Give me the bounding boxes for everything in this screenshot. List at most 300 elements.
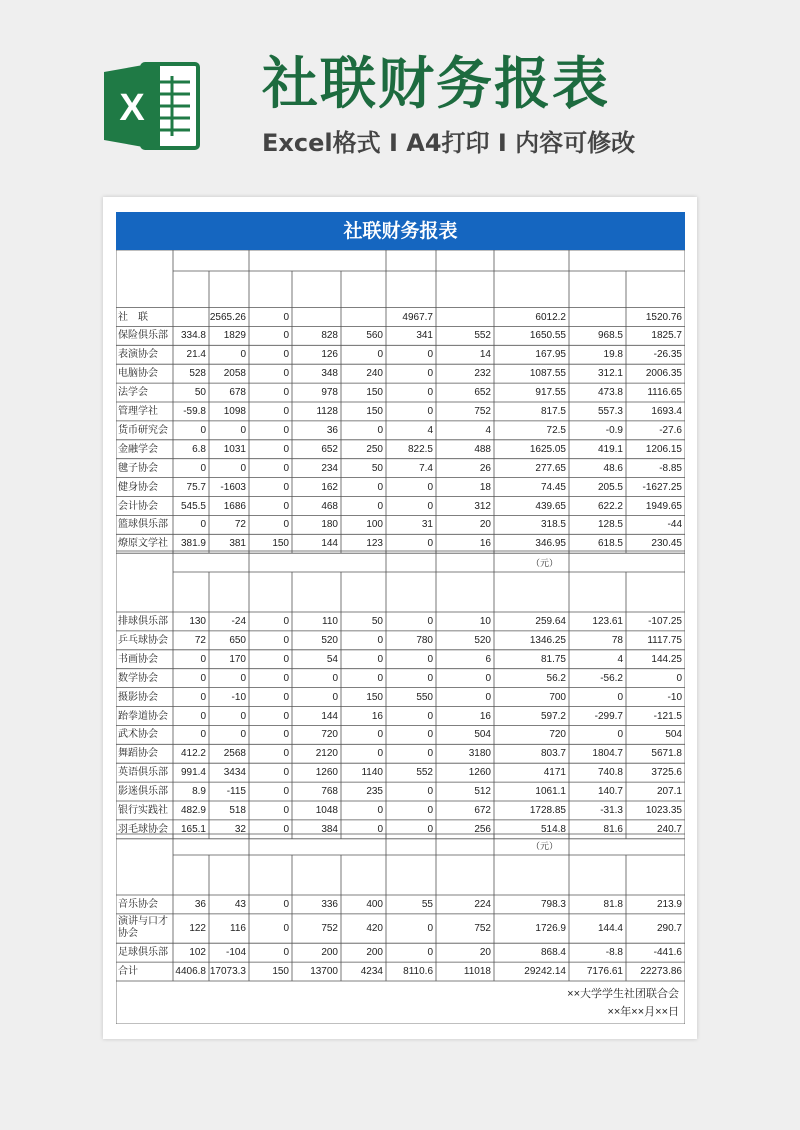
table-cell: 235 <box>366 786 383 798</box>
table-cell: 978 <box>321 387 338 399</box>
table-cell: 170 <box>229 653 246 665</box>
table-cell: 312 <box>474 500 491 512</box>
banner <box>0 0 800 200</box>
table-cell: 72.5 <box>546 424 566 436</box>
table-cell: -299.7 <box>594 710 623 722</box>
table-cell: 31 <box>421 519 433 531</box>
table-cell: 0 <box>427 481 433 493</box>
table-cell: 8.9 <box>192 786 206 798</box>
table-cell: 2568 <box>223 748 246 760</box>
table-cell: 482.9 <box>180 805 206 816</box>
table-cell: 144 <box>321 538 338 550</box>
row-label: 金融学会 <box>118 443 158 455</box>
table-cell: 165.1 <box>180 823 206 835</box>
row-label: 篮球俱乐部 <box>118 519 168 531</box>
table-cell: 200 <box>321 947 338 959</box>
table-cell: 0 <box>427 653 433 665</box>
table-cell: 21.4 <box>186 349 206 361</box>
table-cell: 420 <box>366 922 383 934</box>
table-cell: 22273.86 <box>640 966 682 978</box>
table-cell: 488 <box>474 443 491 455</box>
row-label: 社 联 <box>118 311 148 323</box>
table-cell: 259.64 <box>535 616 566 627</box>
table-cell: 473.8 <box>597 387 623 399</box>
table-cell: 32 <box>234 823 246 835</box>
table-cell: 55 <box>421 899 433 910</box>
table-cell: 752 <box>474 922 491 934</box>
table-cell: 381.9 <box>180 538 206 550</box>
table-cell: 0 <box>427 947 433 959</box>
row-label: 法学会 <box>118 387 148 399</box>
table-cell: 16 <box>479 538 491 550</box>
table-cell: 1520.76 <box>645 311 682 323</box>
table-cell: 4 <box>427 424 433 436</box>
table-cell: 100 <box>366 519 383 531</box>
table-cell: 50 <box>371 616 383 627</box>
table-cell: 36 <box>326 424 338 436</box>
table-cell: 1206.15 <box>645 443 682 455</box>
table-cell: 277.65 <box>535 462 566 474</box>
table-cell: 16 <box>371 710 383 722</box>
table-cell: 557.3 <box>597 406 623 417</box>
table-cell: 0 <box>283 634 289 646</box>
table-cell: 2565.26 <box>209 311 246 323</box>
table-cell: 74.45 <box>540 481 566 493</box>
table-cell: -0.9 <box>605 424 623 436</box>
table-cell: 1031 <box>223 443 246 455</box>
table-cell: 0 <box>377 481 383 493</box>
table-cell: 652 <box>321 443 338 455</box>
table-cell: 968.5 <box>597 330 623 342</box>
table-cell: 1728.85 <box>529 805 566 816</box>
table-cell: 26 <box>479 462 491 474</box>
table-cell: -10 <box>231 691 246 703</box>
table-cell: 144.4 <box>597 922 623 934</box>
table-cell: 318.5 <box>540 519 566 531</box>
table-cell: 50 <box>371 462 383 474</box>
table-cell: 7.4 <box>419 462 433 474</box>
table-cell: 3725.6 <box>651 767 682 779</box>
table-cell: 803.7 <box>540 748 566 760</box>
table-cell: 0 <box>377 823 383 835</box>
row-label: 武术协会 <box>118 729 158 741</box>
row-label: 银行实践社 <box>118 805 168 816</box>
table-cell: 0 <box>676 672 682 684</box>
table-cell: -56.2 <box>600 672 623 684</box>
table-cell: 6012.2 <box>535 311 566 323</box>
table-cell: 0 <box>200 710 206 722</box>
table-cell: 1949.65 <box>645 500 682 512</box>
table-cell: 1140 <box>361 767 383 779</box>
table-cell: 528 <box>189 368 206 380</box>
table-cell: 43 <box>234 899 246 910</box>
table-cell: 0 <box>283 899 289 910</box>
table-cell: -59.8 <box>183 406 206 417</box>
table-cell: 140.7 <box>597 786 623 798</box>
table-cell: 514.8 <box>540 823 566 835</box>
banner-title: 社联财务报表 <box>262 52 610 117</box>
table-cell: 518 <box>229 805 246 816</box>
table-cell: 0 <box>427 616 433 627</box>
table-cell: 0 <box>283 947 289 959</box>
table-cell: 381 <box>229 538 246 550</box>
row-label: 数学协会 <box>118 672 158 684</box>
table-cell: 29242.14 <box>524 966 566 978</box>
table-cell: -1627.25 <box>642 481 682 493</box>
table-cell: 468 <box>321 500 338 512</box>
table-cell: 597.2 <box>540 710 566 722</box>
row-label: 英语俱乐部 <box>118 767 168 779</box>
table-cell: 0 <box>427 823 433 835</box>
table-cell: 0 <box>617 729 623 741</box>
table-cell: 0 <box>377 424 383 436</box>
table-cell: 0 <box>283 443 289 455</box>
table-cell: 552 <box>474 330 491 342</box>
table-cell: -26.35 <box>653 349 682 361</box>
table-cell: 1825.7 <box>651 330 682 342</box>
table-cell: -121.5 <box>653 710 682 722</box>
table-cell: 1048 <box>315 805 338 816</box>
table-cell: -104 <box>225 947 246 959</box>
table-cell: 1726.9 <box>535 922 566 934</box>
table-cell: 419.1 <box>597 443 623 455</box>
table-cell: 0 <box>427 922 433 934</box>
table-cell: 0 <box>332 691 338 703</box>
table-cell: 0 <box>617 691 623 703</box>
table-cell: 0 <box>283 653 289 665</box>
table-cell: 234 <box>321 462 338 474</box>
table-cell: 0 <box>200 672 206 684</box>
table-cell: 0 <box>427 672 433 684</box>
table-cell: 4 <box>617 653 623 665</box>
table-cell: 0 <box>485 691 491 703</box>
table-cell: 504 <box>474 729 491 741</box>
row-label: 保险俱乐部 <box>118 330 168 342</box>
unit-label: （元） <box>531 841 559 851</box>
table-cell: 48.6 <box>603 462 623 474</box>
table-cell: 144 <box>321 710 338 722</box>
table-cell: 290.7 <box>656 922 682 934</box>
table-cell: 0 <box>283 519 289 531</box>
table-cell: 72 <box>234 519 246 531</box>
table-cell: 11018 <box>463 966 491 978</box>
table-cell: 5671.8 <box>651 748 682 760</box>
table-cell: 128.5 <box>597 519 623 531</box>
table-cell: 0 <box>427 387 433 399</box>
table-cell: 652 <box>474 387 491 399</box>
banner-subtitle: Excel格式 Ⅰ A4打印 Ⅰ 内容可修改 <box>262 129 636 157</box>
table-cell: 2120 <box>315 748 338 760</box>
table-cell: 798.3 <box>540 899 566 910</box>
row-label: 排球俱乐部 <box>118 616 168 627</box>
row-label: 健身协会 <box>118 481 158 493</box>
table-cell: 4 <box>485 424 491 436</box>
table-cell: 1098 <box>223 406 246 417</box>
table-cell: 400 <box>366 899 383 910</box>
table-cell: 622.2 <box>597 500 623 512</box>
table-cell: 700 <box>549 691 566 703</box>
row-label: 羽毛球协会 <box>118 823 168 835</box>
row-label: 表演协会 <box>118 349 158 361</box>
table-cell: 0 <box>240 710 246 722</box>
table-cell: 126 <box>321 349 338 361</box>
table-cell: 0 <box>283 729 289 741</box>
table-cell: 81.6 <box>603 823 623 835</box>
table-cell: 752 <box>321 922 338 934</box>
table-cell: 348 <box>321 368 338 380</box>
table-cell: 0 <box>283 424 289 436</box>
table-cell: 17073.3 <box>209 966 246 978</box>
table-cell: -8.85 <box>659 462 682 474</box>
row-label: 影迷俱乐部 <box>118 786 168 798</box>
table-cell: 0 <box>283 311 289 323</box>
table-cell: 0 <box>377 349 383 361</box>
table-cell: 0 <box>200 424 206 436</box>
table-cell: 822.5 <box>407 443 433 455</box>
table-cell: 144.25 <box>651 653 682 665</box>
row-label: 音乐协会 <box>118 899 158 910</box>
table-cell: 1686 <box>223 500 246 512</box>
table-cell: 14 <box>479 349 491 361</box>
row-label: 演讲与口才协会 <box>118 915 168 939</box>
table-cell: 0 <box>427 349 433 361</box>
table-cell: 720 <box>321 729 338 741</box>
row-label: 合计 <box>118 966 138 978</box>
table-cell: 123.61 <box>592 616 623 627</box>
table-cell: 384 <box>321 823 338 835</box>
table-cell: 0 <box>283 823 289 835</box>
table-cell: 720 <box>549 729 566 741</box>
table-cell: 0 <box>283 691 289 703</box>
table-cell: 740.8 <box>597 767 623 779</box>
table-cell: -8.8 <box>605 947 623 959</box>
table-cell: 0 <box>240 424 246 436</box>
table-cell: 0 <box>427 805 433 816</box>
table-cell: 520 <box>474 634 491 646</box>
table-cell: 20 <box>479 947 491 959</box>
table-cell: 4171 <box>543 767 566 779</box>
table-cell: 232 <box>474 368 491 380</box>
table-cell: 240.7 <box>656 823 682 835</box>
table-cell: 334.8 <box>180 330 206 342</box>
table-cell: 1650.55 <box>529 330 566 342</box>
row-label: 货币研究会 <box>118 424 168 436</box>
sheet-title: 社联财务报表 <box>116 212 685 250</box>
table-cell: -115 <box>226 786 246 798</box>
table-cell: 54 <box>326 653 338 665</box>
table-cell: 1260 <box>315 767 338 779</box>
table-cell: 1804.7 <box>592 748 623 760</box>
table-cell: 0 <box>377 748 383 760</box>
table-cell: 213.9 <box>656 899 682 910</box>
table-cell: 150 <box>366 406 383 417</box>
table-cell: 81.8 <box>603 899 623 910</box>
row-label: 跆拳道协会 <box>118 710 168 722</box>
table-cell: 0 <box>377 729 383 741</box>
row-label: 足球俱乐部 <box>118 947 168 959</box>
table-cell: 150 <box>366 387 383 399</box>
table-cell: 250 <box>366 443 383 455</box>
table-cell: 4234 <box>360 966 383 978</box>
table-cell: 0 <box>200 519 206 531</box>
table-cell: 0 <box>427 748 433 760</box>
table-cell: 0 <box>200 729 206 741</box>
table-cell: 1260 <box>468 767 491 779</box>
table-cell: 7176.61 <box>586 966 623 978</box>
table-cell: 0 <box>283 481 289 493</box>
table-cell: 512 <box>474 786 491 798</box>
table-cell: 0 <box>332 672 338 684</box>
table-cell: 4406.8 <box>175 966 206 978</box>
table-cell: -441.6 <box>653 947 682 959</box>
table-cell: 0 <box>283 349 289 361</box>
table-cell: 341 <box>416 330 433 342</box>
table-cell: 162 <box>321 481 338 493</box>
table-cell: 8110.6 <box>403 966 433 978</box>
table-cell: 0 <box>283 710 289 722</box>
table-cell: 868.4 <box>540 947 566 959</box>
table-cell: 0 <box>427 786 433 798</box>
table-cell: 917.55 <box>535 387 566 399</box>
table-cell: 10 <box>479 616 491 627</box>
row-label: 毽子协会 <box>118 462 158 474</box>
row-label: 燎原文学社 <box>118 538 168 550</box>
table-cell: 0 <box>283 748 289 760</box>
table-cell: 0 <box>377 672 383 684</box>
table-cell: 439.65 <box>535 500 566 512</box>
table-cell: 2006.35 <box>645 368 682 380</box>
table-cell: 0 <box>377 653 383 665</box>
table-cell: 116 <box>230 922 246 934</box>
table-cell: 150 <box>272 966 289 978</box>
table-cell: 0 <box>427 538 433 550</box>
table-cell: 18 <box>479 481 491 493</box>
table-cell: 0 <box>200 462 206 474</box>
table-cell: 0 <box>427 729 433 741</box>
row-label: 电脑协会 <box>118 368 158 380</box>
table-cell: 0 <box>427 500 433 512</box>
table-cell: 3434 <box>223 767 246 779</box>
table-cell: -24 <box>231 616 246 627</box>
table-cell: 130 <box>189 616 206 627</box>
row-label: 舞蹈协会 <box>118 748 158 760</box>
table-cell: 552 <box>416 767 433 779</box>
table-cell: -107.25 <box>648 616 682 627</box>
table-cell: 81.75 <box>540 653 566 665</box>
table-cell: 19.8 <box>603 349 623 361</box>
table-cell: 780 <box>416 634 433 646</box>
table-cell: 672 <box>474 805 491 816</box>
footer-date: ××年××月××日 <box>607 1006 679 1018</box>
table-cell: 205.5 <box>597 481 623 493</box>
table-cell: 0 <box>283 500 289 512</box>
table-cell: 230.45 <box>651 538 682 550</box>
table-cell: 0 <box>283 406 289 417</box>
table-cell: -10 <box>667 691 682 703</box>
table-cell: 20 <box>479 519 491 531</box>
table-cell: 16 <box>479 710 491 722</box>
table-cell: 13700 <box>310 966 338 978</box>
table-cell: 0 <box>427 710 433 722</box>
table-cell: 0 <box>377 634 383 646</box>
row-label: 摄影协会 <box>118 691 158 703</box>
table-cell: 618.5 <box>597 538 623 550</box>
table-cell: 72 <box>194 634 206 646</box>
table-cell: 0 <box>240 462 246 474</box>
table-cell: 122 <box>189 922 206 934</box>
table-cell: 991.4 <box>180 767 206 779</box>
table-cell: 123 <box>366 538 383 550</box>
table-cell: 0 <box>200 653 206 665</box>
row-label: 书画协会 <box>118 653 158 665</box>
table-cell: 1117.75 <box>647 634 682 646</box>
table-cell: 0 <box>427 406 433 417</box>
table-cell: 110 <box>322 616 338 627</box>
table-cell: 1087.55 <box>529 368 566 380</box>
table-cell: 0 <box>283 767 289 779</box>
table-cell: 1829 <box>223 330 246 342</box>
table-cell: 550 <box>416 691 433 703</box>
table-cell: 817.5 <box>540 406 566 417</box>
table-cell: 520 <box>321 634 338 646</box>
row-label: 乒乓球协会 <box>118 634 168 646</box>
excel-logo-icon <box>104 60 200 152</box>
table-cell: 0 <box>283 462 289 474</box>
table-cell: 256 <box>474 823 491 835</box>
table-cell: 1061.1 <box>535 786 566 798</box>
table-cell: 75.7 <box>186 481 206 493</box>
table-cell: 504 <box>665 729 682 741</box>
table-cell: 224 <box>474 899 491 910</box>
table-cell: 207.1 <box>656 786 682 798</box>
table-cell: 1023.35 <box>645 805 682 816</box>
table-cell: 1116.65 <box>647 387 682 399</box>
table-cell: 768 <box>321 786 338 798</box>
table-cell: 0 <box>283 387 289 399</box>
table-cell: -44 <box>667 519 682 531</box>
table-cell: 102 <box>189 947 206 959</box>
table-cell: 6.8 <box>192 443 206 455</box>
row-label: 管理学社 <box>118 406 158 417</box>
table-cell: 1693.4 <box>651 406 682 417</box>
table-cell: 200 <box>366 947 383 959</box>
table-cell: 150 <box>272 538 289 550</box>
table-cell: 4967.7 <box>402 311 433 323</box>
finance-table <box>116 212 685 1024</box>
table-cell: 180 <box>321 519 338 531</box>
table-cell: 6 <box>485 653 491 665</box>
table-cell: 0 <box>283 672 289 684</box>
footer-organization: ××大学学生社团联合会 <box>567 988 679 1000</box>
table-cell: 167.95 <box>535 349 566 361</box>
table-cell: 0 <box>377 500 383 512</box>
table-cell: 1625.05 <box>529 443 566 455</box>
table-cell: 545.5 <box>180 500 206 512</box>
table-cell: 650 <box>229 634 246 646</box>
unit-label: （元） <box>531 558 559 568</box>
table-cell: 0 <box>283 330 289 342</box>
table-cell: 0 <box>377 805 383 816</box>
table-cell: 3180 <box>468 748 491 760</box>
table-cell: 0 <box>240 349 246 361</box>
table-cell: 0 <box>283 368 289 380</box>
table-cell: 78 <box>611 634 623 646</box>
table-cell: 240 <box>366 368 383 380</box>
table-cell: -27.6 <box>659 424 682 436</box>
table-cell: 1346.25 <box>529 634 566 646</box>
row-label: 会计协会 <box>118 500 158 512</box>
table-cell: 1128 <box>316 406 338 417</box>
